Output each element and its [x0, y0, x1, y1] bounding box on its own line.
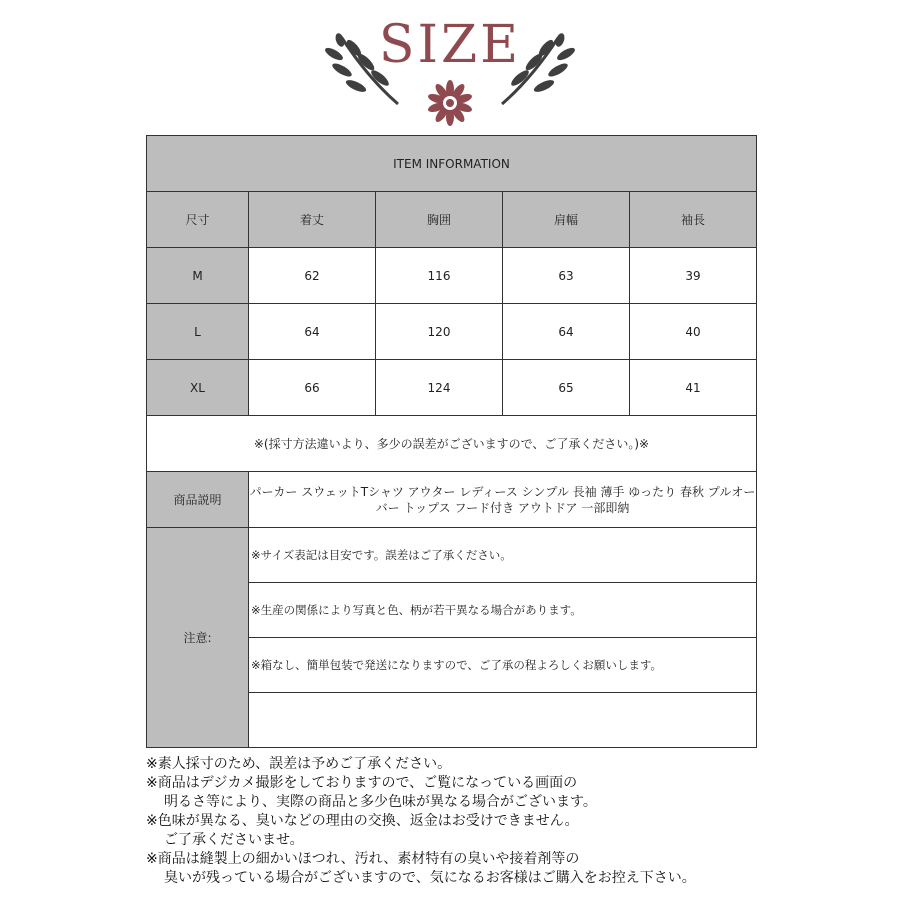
size-title: SIZE — [378, 15, 522, 75]
caution-item-empty — [249, 693, 757, 748]
table-cell: 63 — [503, 248, 630, 304]
flower-icon — [421, 76, 479, 128]
table-cell: 64 — [503, 304, 630, 360]
table-cell: 65 — [503, 360, 630, 416]
table-cell: 40 — [630, 304, 757, 360]
size-label: M — [147, 248, 249, 304]
description-text: パーカー スウェットTシャツ アウター レディース シンプル 長袖 薄手 ゆったり 春秋 プルオーバー トップス フード付き アウトドア 一部即納 — [249, 472, 757, 528]
footer-note: ※色味が異なる、臭いなどの理由の交換、返金はお受けできません。 — [146, 813, 579, 829]
column-header-length: 着丈 — [249, 192, 376, 248]
size-label: XL — [147, 360, 249, 416]
table-cell: 66 — [249, 360, 376, 416]
table-cell: 39 — [630, 248, 757, 304]
column-header-size: 尺寸 — [147, 192, 249, 248]
caution-label: 注意: — [147, 528, 249, 748]
caution-item: ※サイズ表記は目安です。誤差はご了承ください。 — [249, 528, 757, 583]
size-table — [146, 135, 757, 748]
footer-note: ※商品はデジカメ撮影をしておりますので、ご覧になっている画面の — [146, 775, 578, 791]
table-cell: 62 — [249, 248, 376, 304]
table-cell: 120 — [376, 304, 503, 360]
footer-note: ご了承くださいませ。 — [164, 832, 304, 848]
caution-item: ※生産の関係により写真と色、柄が若干異なる場合があります。 — [249, 583, 757, 638]
right-branch-icon — [498, 28, 582, 108]
table-row — [147, 304, 757, 360]
footer-note: ※素人採寸のため、誤差は予めご了承ください。 — [146, 756, 452, 772]
footer-notes — [146, 755, 846, 888]
footer-note: ※商品は縫製上の細かいほつれ、汚れ、素材特有の臭いや接着剤等の — [146, 851, 580, 867]
table-cell: 64 — [249, 304, 376, 360]
size-label: L — [147, 304, 249, 360]
table-row — [147, 360, 757, 416]
table-cell: 116 — [376, 248, 503, 304]
table-cell: 41 — [630, 360, 757, 416]
size-header — [0, 0, 900, 135]
table-cell: 124 — [376, 360, 503, 416]
measure-note: ※(採寸方法違いより、多少の誤差がございますので、ご了承ください。)※ — [147, 416, 757, 472]
table-header-row — [147, 192, 757, 248]
footer-note: 臭いが残っている場合がございますので、気になるお客様はご購入をお控え下さい。 — [164, 870, 696, 886]
column-header-chest: 胸囲 — [376, 192, 503, 248]
table-caption: ITEM INFORMATION — [147, 136, 757, 192]
column-header-shoulder: 肩幅 — [503, 192, 630, 248]
footer-note: 明るさ等により、実際の商品と多少色味が異なる場合がございます。 — [164, 794, 597, 810]
table-row — [147, 248, 757, 304]
description-label: 商品説明 — [147, 472, 249, 528]
caution-item: ※箱なし、簡単包装で発送になりますので、ご了承の程よろしくお願いします。 — [249, 638, 757, 693]
column-header-sleeve: 袖長 — [630, 192, 757, 248]
